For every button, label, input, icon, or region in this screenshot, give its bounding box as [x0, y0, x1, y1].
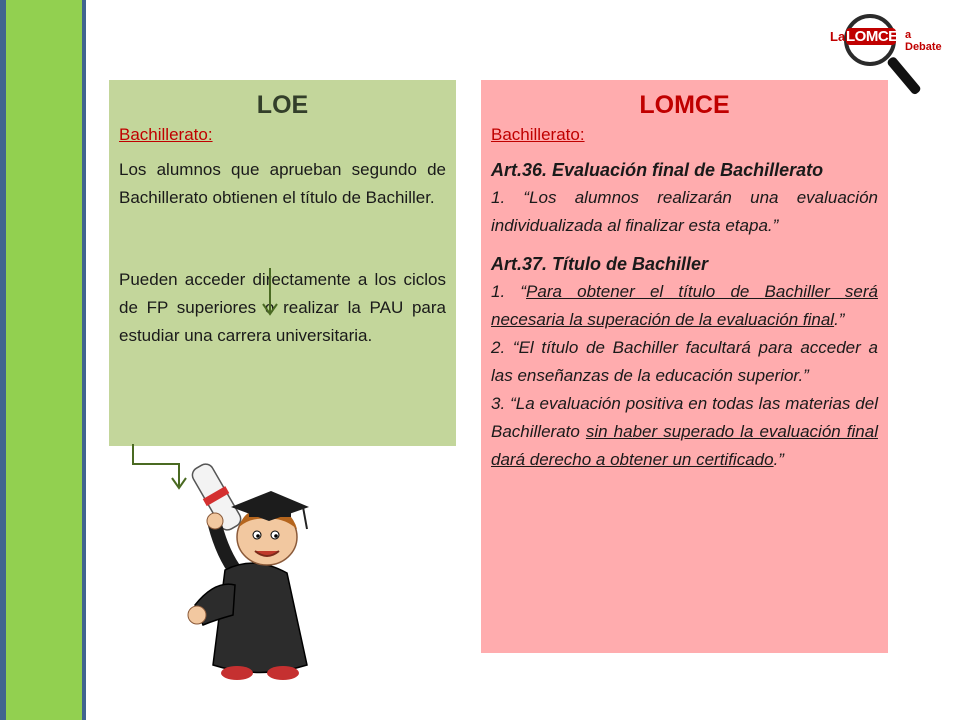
lomce-box — [481, 80, 888, 653]
art37-item-1: 1. “Para obtener el título de Bachiller será necesaria la superación de la evaluación final.” — [491, 282, 878, 329]
art37-item-1-underlined: Para obtener el título de Bachiller será necesaria la superación de la evaluación final — [491, 282, 878, 329]
logo-suffix: a Debate — [905, 29, 942, 53]
down-arrow-icon — [260, 268, 280, 318]
logo-prefix: La — [830, 29, 846, 44]
art37-item-2: 2. “El título de Bachiller facultará para acceder a las enseñanzas de la educación superior.” — [491, 338, 878, 385]
loe-title: LOE — [256, 91, 309, 119]
side-bar — [0, 0, 86, 720]
logo-brand: LOMCE — [846, 28, 898, 45]
art37-item-3-underlined: sin haber superado la evaluación final dará derecho a obtener un certificado — [491, 422, 878, 469]
loe-paragraph-1: Los alumnos que aprueban segundo de Bachillerato obtienen el título de Bachiller. — [119, 160, 446, 207]
art36-heading: Art.36. Evaluación final de Bachillerato — [491, 160, 824, 180]
graduate-illustration-icon — [175, 455, 330, 685]
art37-item-3: 3. “La evaluación positiva en todas las materias del Bachillerato sin haber superado la evaluación final dará derecho a obtener un certificado.” — [491, 394, 878, 469]
magnifier-handle — [886, 56, 922, 96]
lomce-subtitle: Bachillerato: — [491, 125, 585, 144]
loe-paragraph-2: Pueden acceder directamente a los ciclos de FP superiores o realizar la PAU para estudiar una carrera universitaria. — [119, 270, 446, 345]
lomce-title: LOMCE — [639, 91, 730, 119]
side-bar-edge — [0, 0, 6, 720]
art37-heading: Art.37. Título de Bachiller — [491, 254, 709, 274]
loe-subtitle: Bachillerato: — [119, 125, 213, 144]
loe-box — [109, 80, 456, 446]
art36-item-1: 1. “Los alumnos realizarán una evaluación individualizada al finalizar esta etapa.” — [491, 188, 878, 235]
